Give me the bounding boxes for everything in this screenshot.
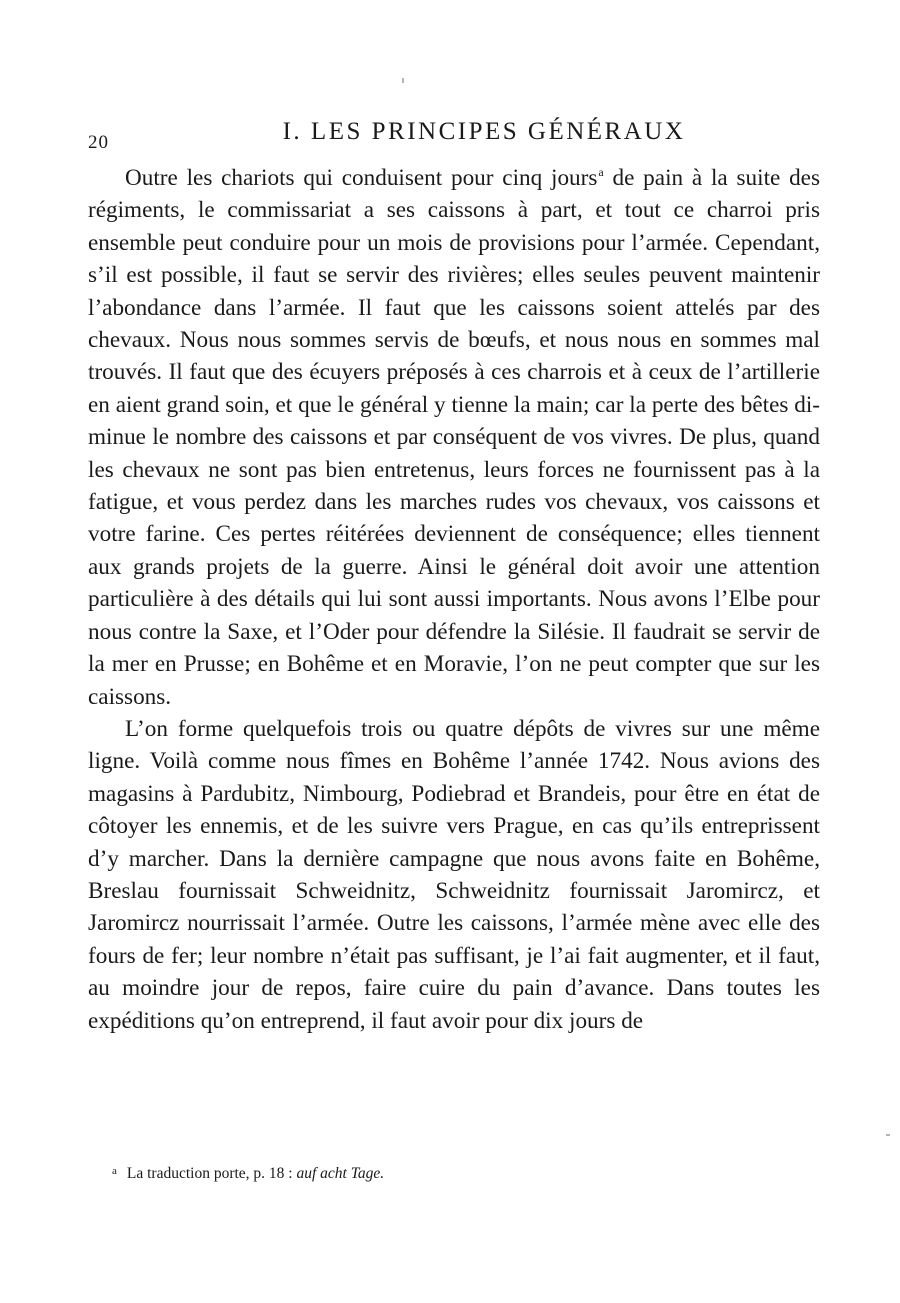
running-title: I. LES PRINCIPES GÉNÉRAUX <box>282 118 686 145</box>
footnote <box>112 1160 812 1185</box>
body-text <box>88 162 820 1037</box>
page-header <box>88 118 820 158</box>
footnote-marker: a <box>112 1165 117 1177</box>
page-number: 20 <box>88 132 109 153</box>
paragraph-1 <box>88 162 820 713</box>
paper-speck <box>886 1134 890 1136</box>
paragraph-2: L’on forme quelquefois trois ou quatre dépôts de vivres sur une même ligne. Voilà comme nous fîmes en Bohême l’année 1742. Nous avions des magasins à Pardubitz, Nimbourg, Podiebrad et Brandeis, pour être en état de côtoyer les ennemis, et de les suivre vers Prague, en cas qu’ils entreprissent d’y marcher. Dans la dernière campagne que nous avons faite en Bohême, Breslau fournissait Schweidnitz, Schweidnitz fournissait Jaromircz, et Jaromircz nourrissait l’armée. Outre les caissons, l’armée mène avec elle des fours de fer; leur nombre n’était pas suffisant, je l’ai fait augmenter, et il faut, au moindre jour de repos, faire cuire du pain d’avance. Dans toutes les expéditions qu’on entreprend, il faut avoir pour dix jours de <box>88 715 820 1034</box>
paper-speck <box>402 78 404 83</box>
footnote-text: La traduction porte, p. 18 : <box>126 1165 297 1182</box>
paragraph-1-start: Outre les chariots qui conduisent pour cinq jours <box>125 165 598 191</box>
footnote-italic-text: auf acht Tage. <box>296 1165 385 1182</box>
paragraph-1-rest: de pain à la suite des régiments, le commissariat a ses caissons à part, et tout ce charroi pris ensemble peut conduire pour un mois de provisions pour l’armée. Cependant, s’il est possible, il faut se servir des rivières; elles seules peuvent maintenir l’abondance dans l’armée. Il faut que les caissons soient attelés par des chevaux. Nous nous sommes servis de bœufs, et nous nous en sommes mal trouvés. Il faut que des écuyers préposés à ces charrois et à ceux de l’artillerie en aient grand soin, et que le général y tienne la main; car la perte des bêtes diminue le nombre des caissons et par conséquent de vos vivres. De plus, quand les chevaux ne sont pas bien entretenus, leurs forces ne fournissent pas à la fatigue, et vous perdez dans les marches rudes vos chevaux, vos caissons et votre farine. Ces pertes réitérées deviennent de conséquence; elles tiennent aux grands projets de la guerre. Ainsi le général doit avoir une attention particulière à des détails qui lui sont aussi importants. Nous avons l’Elbe pour nous contre la Saxe, et l’Oder pour défendre la Silésie. Il faudrait se servir de la mer en Prusse; en Bohême et en Moravie, l’on ne peut compter que sur les caissons. <box>88 165 820 710</box>
footnote-reference[interactable]: a <box>598 165 604 179</box>
